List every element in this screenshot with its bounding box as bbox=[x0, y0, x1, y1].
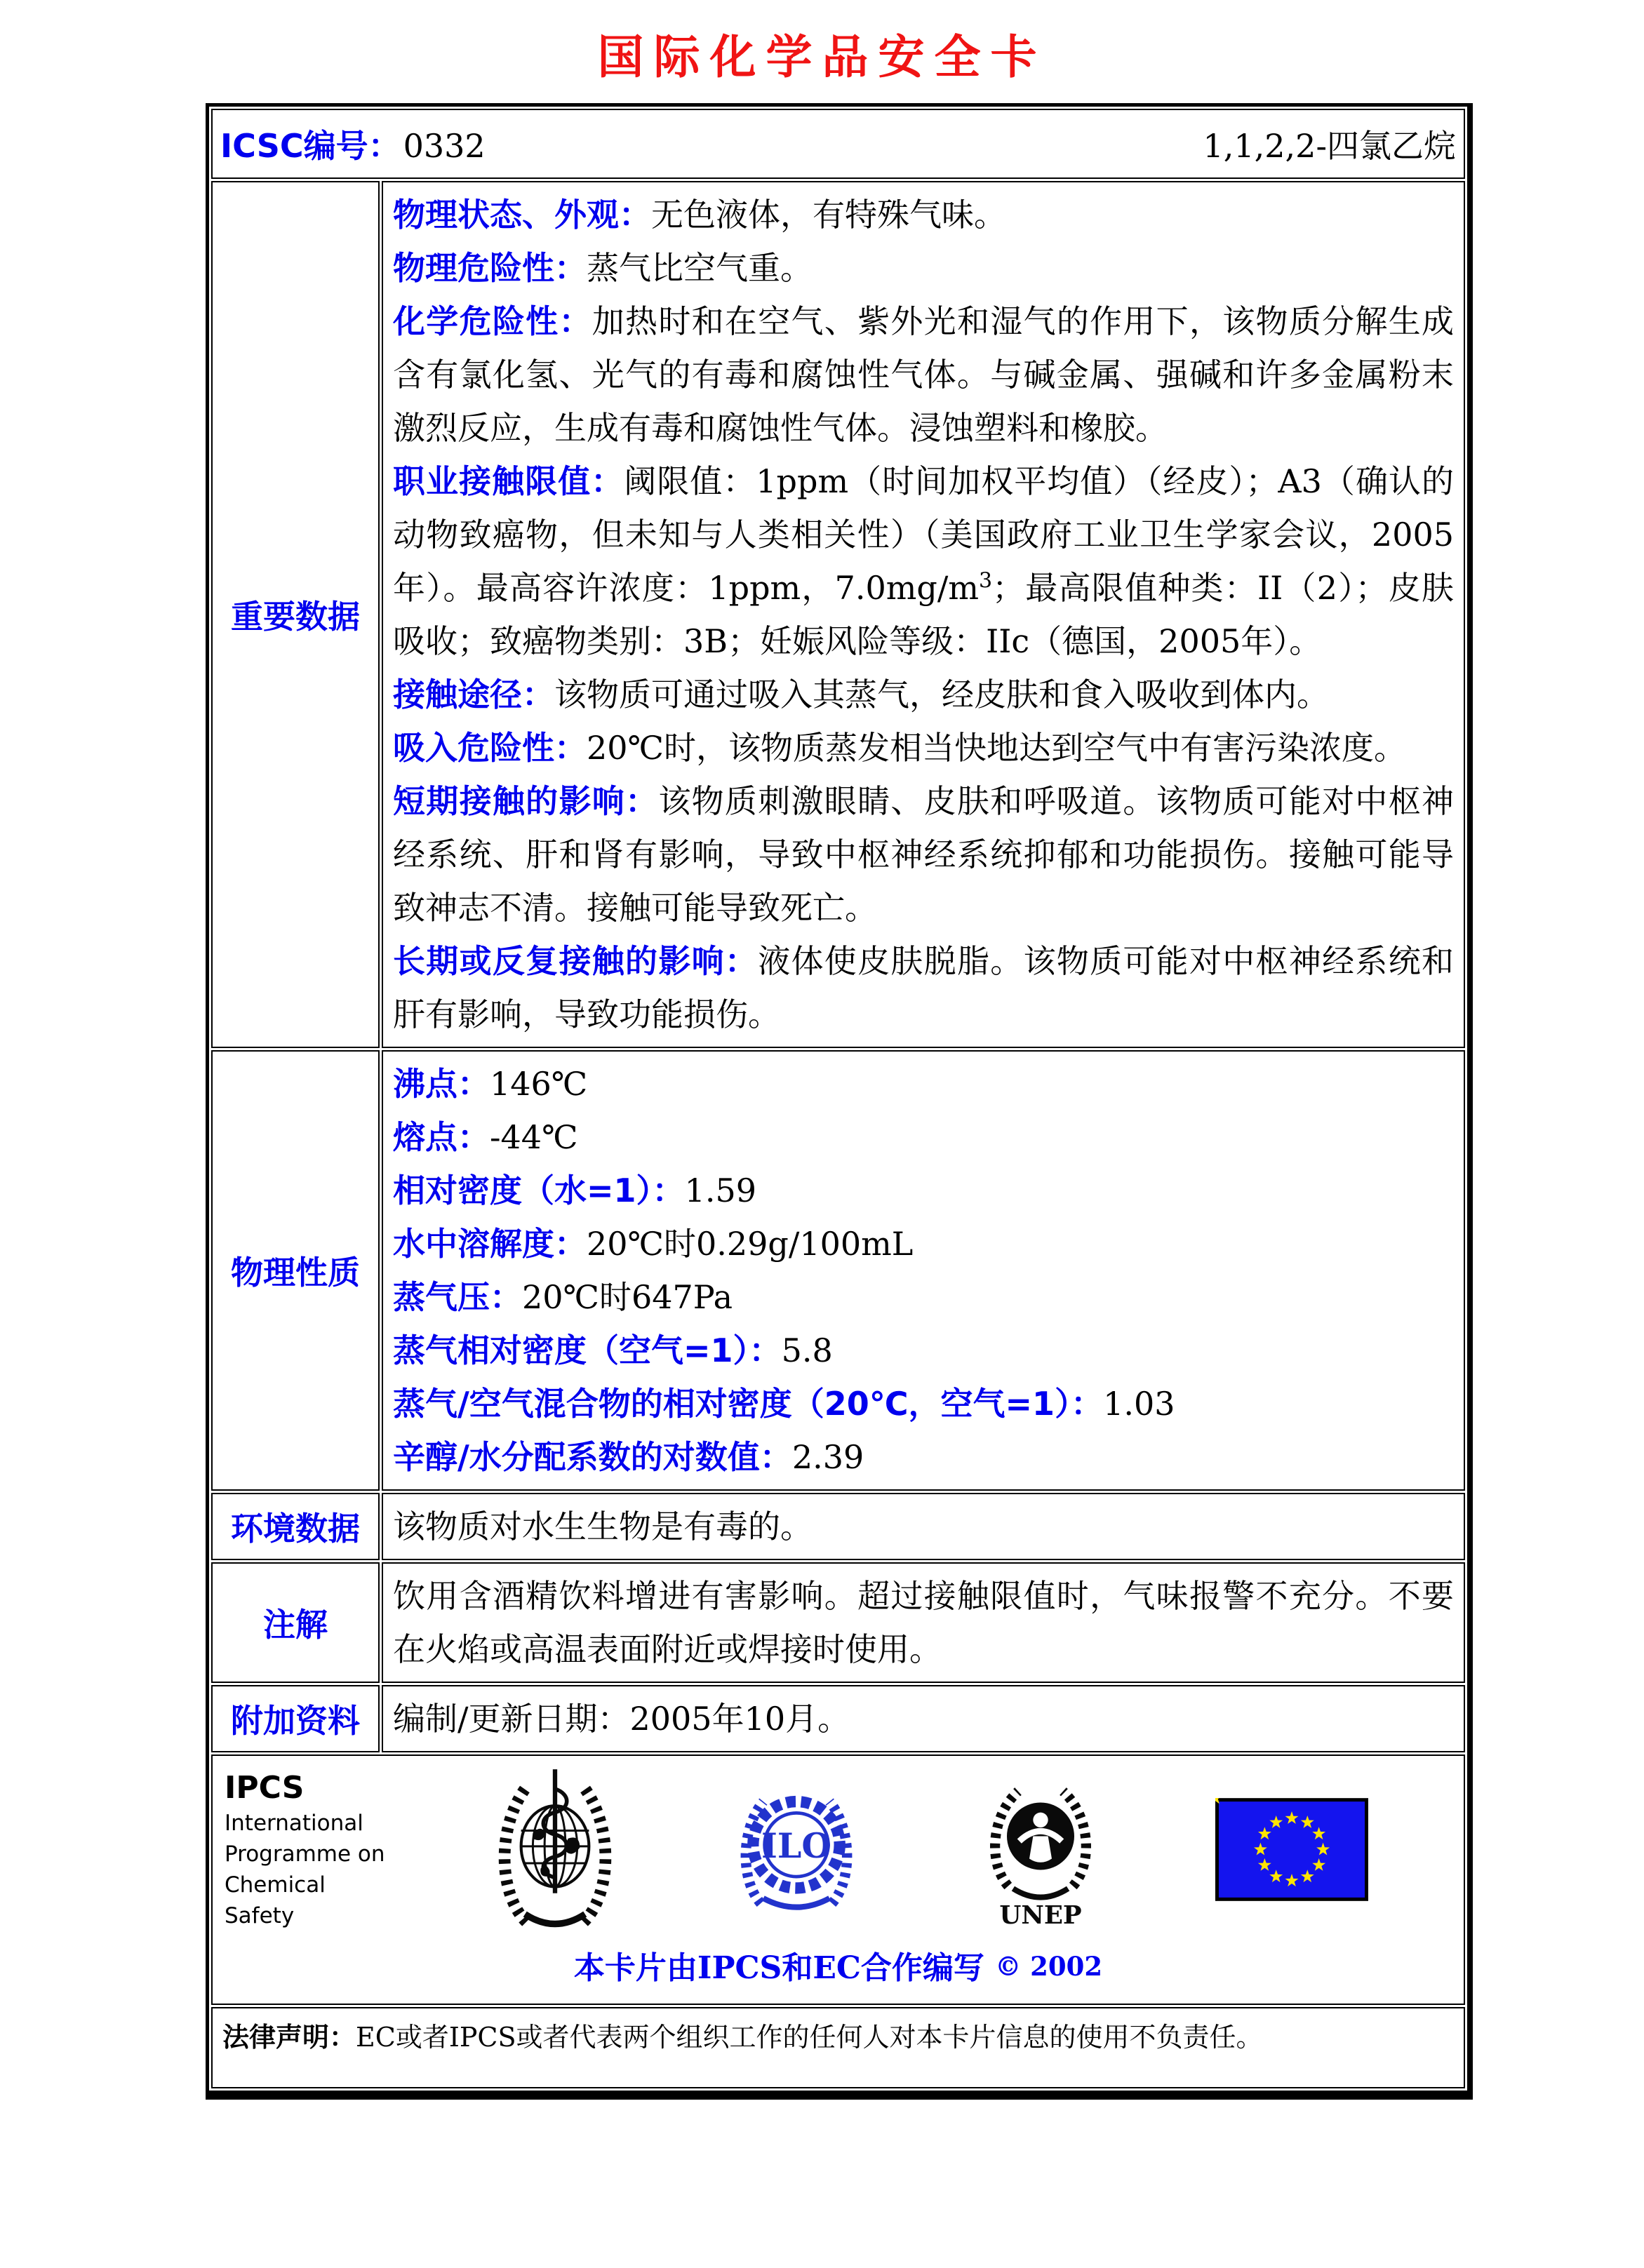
additional-info-content: 编制/更新日期：2005年10月。 bbox=[382, 1685, 1465, 1752]
important-item: 短期接触的影响：该物质刺激眼睛、皮肤和呼吸道。该物质可能对中枢神经系统、肝和肾有影响，导致中枢神经系统抑郁和功能损伤。接触可能导致神志不清。接触可能导致死亡。 bbox=[393, 782, 1455, 927]
section-label-important: 重要数据 bbox=[211, 181, 380, 1048]
physical-item: 蒸气相对密度（空气=1）：5.8 bbox=[393, 1331, 833, 1369]
physical-item: 辛醇/水分配系数的对数值：2.39 bbox=[393, 1438, 864, 1476]
environmental-data-row bbox=[211, 1493, 1465, 1560]
section-label-additional: 附加资料 bbox=[211, 1685, 380, 1752]
section-label-environment: 环境数据 bbox=[211, 1493, 380, 1560]
environmental-data-content: 该物质对水生生物是有毒的。 bbox=[382, 1493, 1465, 1560]
icsc-number-value: 0332 bbox=[403, 127, 486, 165]
superscript-3: 3 bbox=[978, 568, 993, 593]
who-logo-icon bbox=[490, 1768, 620, 1931]
unep-label: UNEP bbox=[999, 1900, 1082, 1928]
physical-item: 熔点：-44℃ bbox=[393, 1118, 578, 1156]
important-item: 职业接触限值：阈限值：1ppm（时间加权平均值）（经皮）；A3（确认的动物致癌物，但未知与人类相关性）（美国政府工业卫生学家会议，2005年）。最高容许浓度：1ppm，$7.0mg/m^3$；最高限值种类：II（2）；皮肤吸收；致癌物类别：3B；妊娠风险等级：IIc（德国，2005年）。 bbox=[393, 462, 1455, 660]
section-label-physical: 物理性质 bbox=[211, 1050, 380, 1491]
section-label-notes: 注解 bbox=[211, 1562, 380, 1683]
ipcs-text-block: IPCS International Programme on Chemical Safety bbox=[225, 1769, 400, 1931]
page-title: 国际化学品安全卡 bbox=[597, 29, 1047, 84]
physical-item: 蒸气压：20℃时647Pa bbox=[393, 1278, 733, 1316]
physical-item: 相对密度（水=1）：1.59 bbox=[393, 1172, 756, 1209]
logos-row bbox=[211, 1754, 1465, 2005]
notes-content: 饮用含酒精饮料增进有害影响。超过接触限值时，气味报警不充分。不要在火焰或高温表面附近或焊接时使用。 bbox=[382, 1562, 1465, 1683]
important-item: 物理危险性：蒸气比空气重。 bbox=[393, 249, 813, 287]
copyright-text: © 2002 bbox=[995, 1951, 1103, 1982]
important-data-row bbox=[211, 181, 1465, 1048]
icsc-card-table bbox=[206, 103, 1473, 2100]
chemical-name: 1,1,2,2-四氯乙烷 bbox=[1203, 127, 1456, 165]
additional-info-row bbox=[211, 1685, 1465, 1752]
ilo-logo-icon bbox=[733, 1781, 860, 1919]
legal-row bbox=[211, 2007, 1465, 2088]
important-item: 吸入危险性：20℃时，该物质蒸发相当快地达到空气中有害污染浓度。 bbox=[393, 729, 1406, 767]
physical-properties-row bbox=[211, 1050, 1465, 1491]
important-data-content bbox=[382, 181, 1465, 1048]
ilo-label: ILO bbox=[761, 1825, 832, 1866]
physical-item: 蒸气/空气混合物的相对密度（20℃，空气=1）：1.03 bbox=[393, 1385, 1175, 1423]
important-item: 长期或反复接触的影响：液体使皮肤脱脂。该物质可能对中枢神经系统和肝有影响，导致功能损伤。 bbox=[393, 942, 1455, 1033]
icsc-number-label: ICSC编号： bbox=[220, 127, 401, 165]
physical-item: 沸点：146℃ bbox=[393, 1065, 588, 1103]
physical-item: 水中溶解度：20℃时0.29g/100mL bbox=[393, 1225, 914, 1263]
icsc-number bbox=[220, 121, 486, 167]
credit-line bbox=[213, 1942, 1463, 1987]
legal-label: 法律声明： bbox=[222, 2022, 356, 2053]
important-item: 化学危险性：加热时和在空气、紫外光和湿气的作用下，该物质分解生成含有氯化氢、光气的有毒和腐蚀性气体。与碱金属、强碱和许多金属粉末激烈反应，生成有毒和腐蚀性气体。浸蚀塑料和橡胶。 bbox=[393, 302, 1455, 447]
legal-text: EC或者IPCS或者代表两个组织工作的任何人对本卡片信息的使用不负责任。 bbox=[356, 2022, 1263, 2053]
notes-row bbox=[211, 1562, 1465, 1683]
credit-text: 本卡片由IPCS和EC合作编写 bbox=[573, 1950, 984, 1986]
unep-logo-icon bbox=[978, 1771, 1103, 1928]
icsc-header-row bbox=[211, 109, 1465, 179]
important-item: 物理状态、外观：无色液体，有特殊气味。 bbox=[393, 196, 1006, 234]
ipcs-abbr: IPCS bbox=[225, 1769, 305, 1806]
important-item: 接触途径：该物质可通过吸入其蒸气，经皮肤和食入吸收到体内。 bbox=[393, 676, 1329, 713]
eu-flag-icon bbox=[1215, 1798, 1368, 1901]
physical-properties-content bbox=[382, 1050, 1465, 1491]
